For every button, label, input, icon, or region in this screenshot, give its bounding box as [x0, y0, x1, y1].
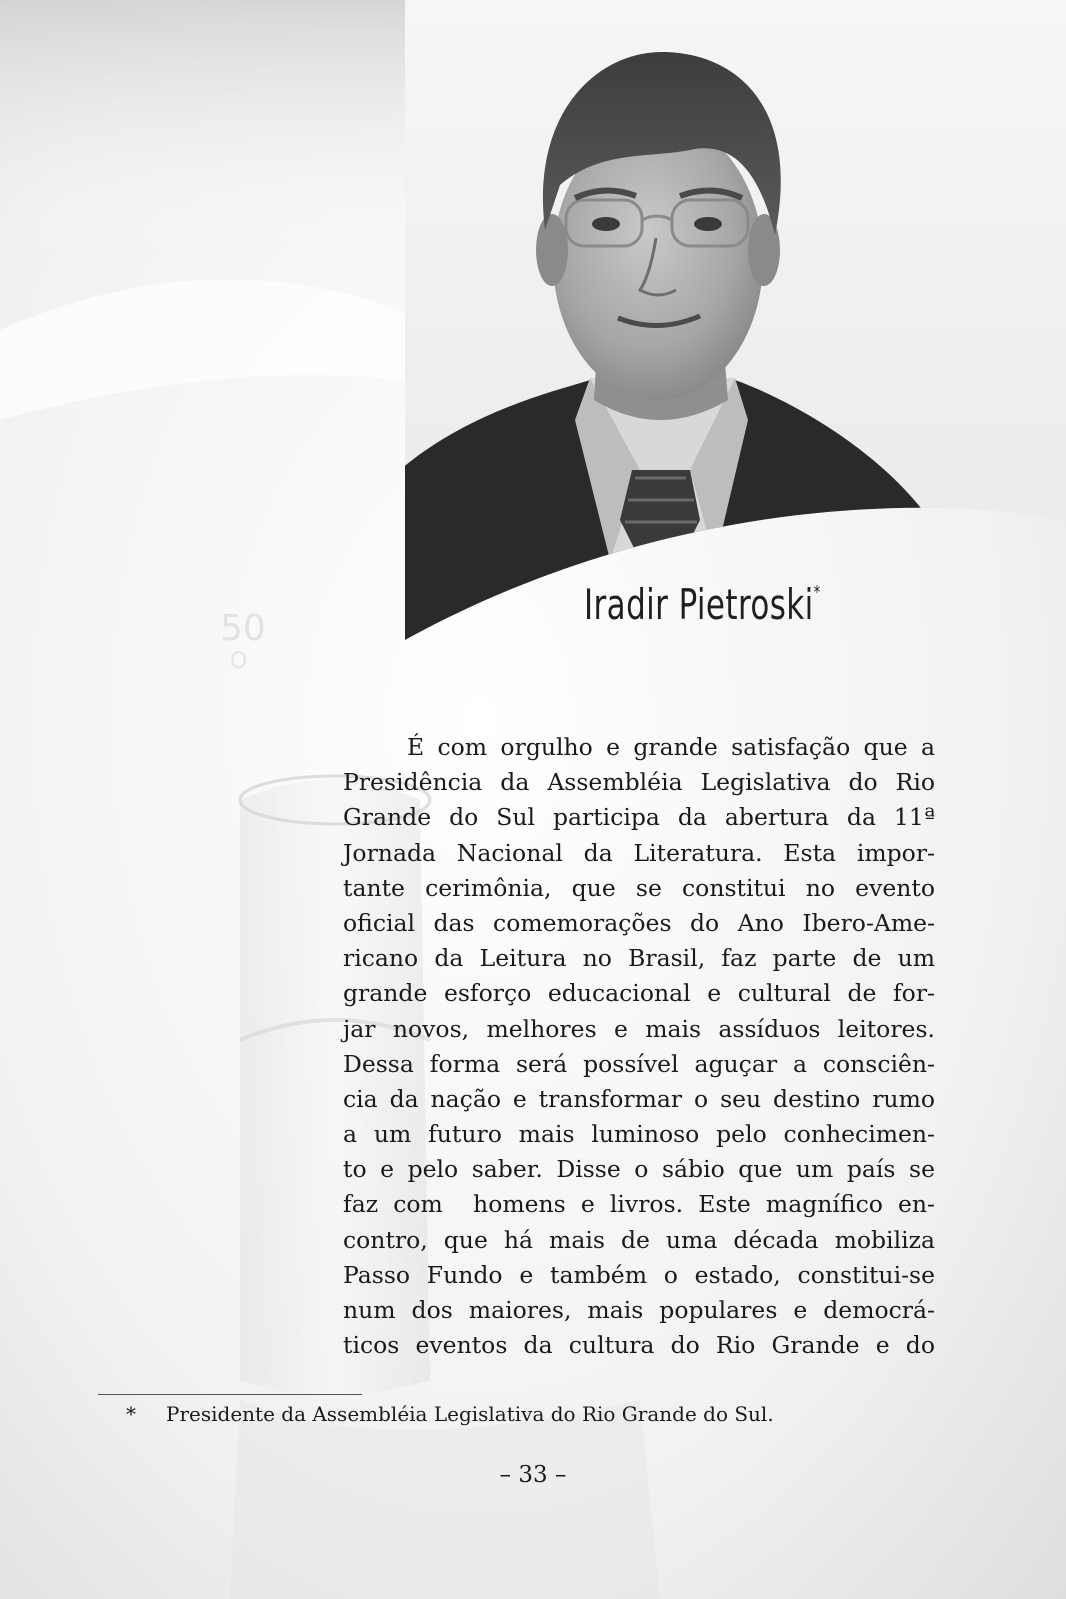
- text-line: Dessa forma será possível aguçar a consciên-: [343, 1049, 935, 1078]
- text-line: Jornada Nacional da Literatura. Esta impor-: [343, 838, 935, 867]
- portrait-photo: [0, 0, 1066, 700]
- text-line: jar novos, melhores e mais assíduos leitores.: [343, 1014, 935, 1043]
- svg-text:50: 50: [220, 608, 266, 649]
- text-line: num dos maiores, mais populares e democrá-: [343, 1296, 935, 1324]
- text-line: oficial das comemorações do Ano Ibero-Ame-: [343, 908, 935, 937]
- footnote: [126, 1402, 774, 1426]
- text-line: faz com homens e livros. Este magnífico en-: [343, 1190, 935, 1219]
- page-number: – 33 –: [499, 1462, 567, 1488]
- text-line: Passo Fundo e também o estado, constitui-se: [343, 1260, 935, 1289]
- footnote-divider: [98, 1394, 362, 1395]
- text-line: cia da nação e transformar o seu destino rumo: [343, 1084, 935, 1113]
- text-line: ticos eventos da cultura do Rio Grande e do: [343, 1331, 935, 1360]
- text-line: É com orgulho e grande satisfação que a: [407, 733, 935, 761]
- svg-text:O: O: [230, 649, 248, 674]
- author-name-text: Iradir Pietroski: [584, 580, 814, 629]
- text-line: tante cerimônia, que se constitui no evento: [343, 873, 935, 902]
- footnote-mark: *: [126, 1402, 136, 1426]
- text-line: to e pelo saber. Disse o sábio que um país se: [343, 1155, 935, 1184]
- text-line: a um futuro mais luminoso pelo conhecimen-: [343, 1120, 935, 1149]
- footnote-text: Presidente da Assembléia Legislativa do Rio Grande do Sul.: [166, 1402, 774, 1426]
- text-line: Presidência da Assembléia Legislativa do Rio: [343, 768, 935, 797]
- author-name: [584, 580, 821, 629]
- body-paragraph: [343, 730, 935, 1363]
- text-line: contro, que há mais de uma década mobiliza: [343, 1225, 935, 1254]
- author-name-footnote-mark: *: [813, 582, 821, 603]
- text-line: grande esforço educacional e cultural de for-: [343, 979, 935, 1008]
- text-line: Grande do Sul participa da abertura da 11ª: [343, 803, 935, 832]
- text-line: ricano da Leitura no Brasil, faz parte de um: [343, 944, 935, 973]
